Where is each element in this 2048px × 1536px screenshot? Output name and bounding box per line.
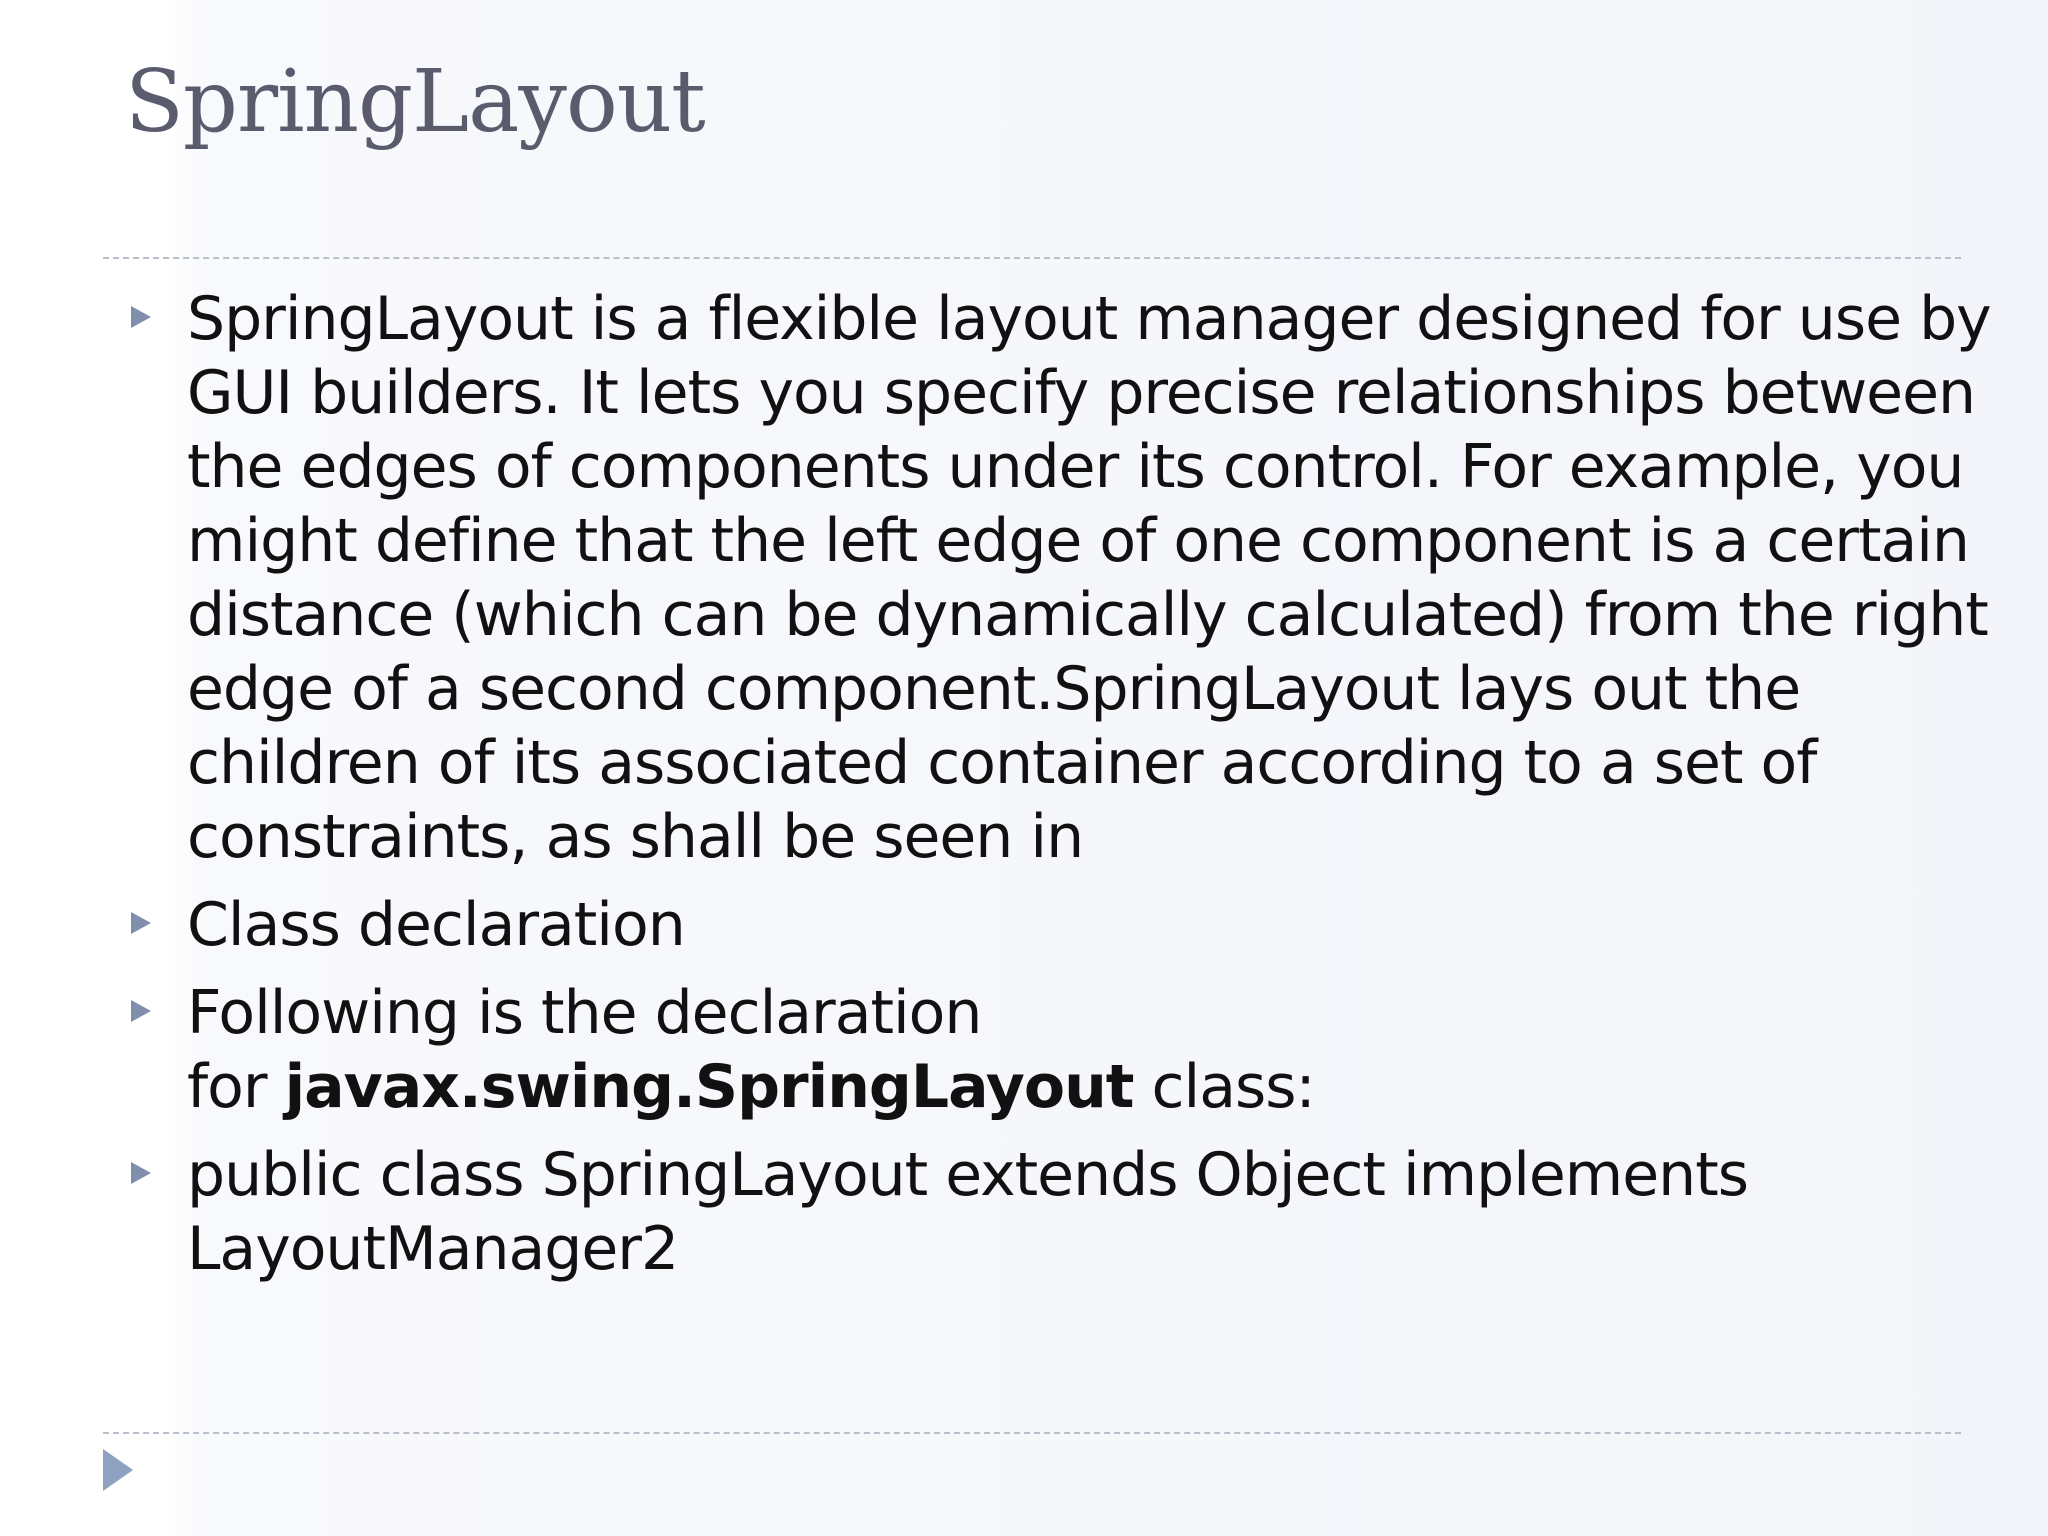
bullet-list [125, 282, 1991, 1300]
bottom-divider [103, 1432, 1961, 1434]
text-line: the edges of components under its control. For example, you [187, 432, 1964, 502]
bullet-triangle-icon [131, 912, 151, 934]
bullet-triangle-icon [131, 306, 151, 328]
top-divider [103, 257, 1961, 259]
next-slide-arrow-icon[interactable] [103, 1449, 133, 1491]
text-line: SpringLayout is a flexible layout manager designed for use by [187, 284, 1991, 354]
slide-title: SpringLayout [125, 52, 705, 152]
text-line: GUI builders. It lets you specify precise relationships between [187, 358, 1976, 428]
text-line: LayoutManager2 [187, 1214, 679, 1284]
bullet-item-class-declaration [125, 888, 1925, 962]
text-line: might define that the left edge of one component is a certain [187, 506, 1969, 576]
class-name-bold: javax.swing.SpringLayout [284, 1052, 1134, 1122]
bullet-item-following [125, 976, 1925, 1124]
bullet-item-description [125, 282, 1991, 874]
text-segment: class: [1133, 1052, 1315, 1122]
text-line: Class declaration [187, 890, 685, 960]
bullet-item-code [125, 1138, 1925, 1286]
text-line: Following is the declaration [187, 978, 982, 1048]
text-line: edge of a second component.SpringLayout lays out the [187, 654, 1801, 724]
bullet-triangle-icon [131, 1162, 151, 1184]
text-line: children of its associated container according to a set of [187, 728, 1817, 798]
text-segment: for [187, 1052, 285, 1122]
text-line: public class SpringLayout extends Object implements [187, 1140, 1748, 1210]
text-line-mixed [187, 1050, 1925, 1124]
text-line: constraints, as shall be seen in [187, 802, 1084, 872]
bullet-triangle-icon [131, 1000, 151, 1022]
text-line: distance (which can be dynamically calculated) from the right [187, 580, 1988, 650]
